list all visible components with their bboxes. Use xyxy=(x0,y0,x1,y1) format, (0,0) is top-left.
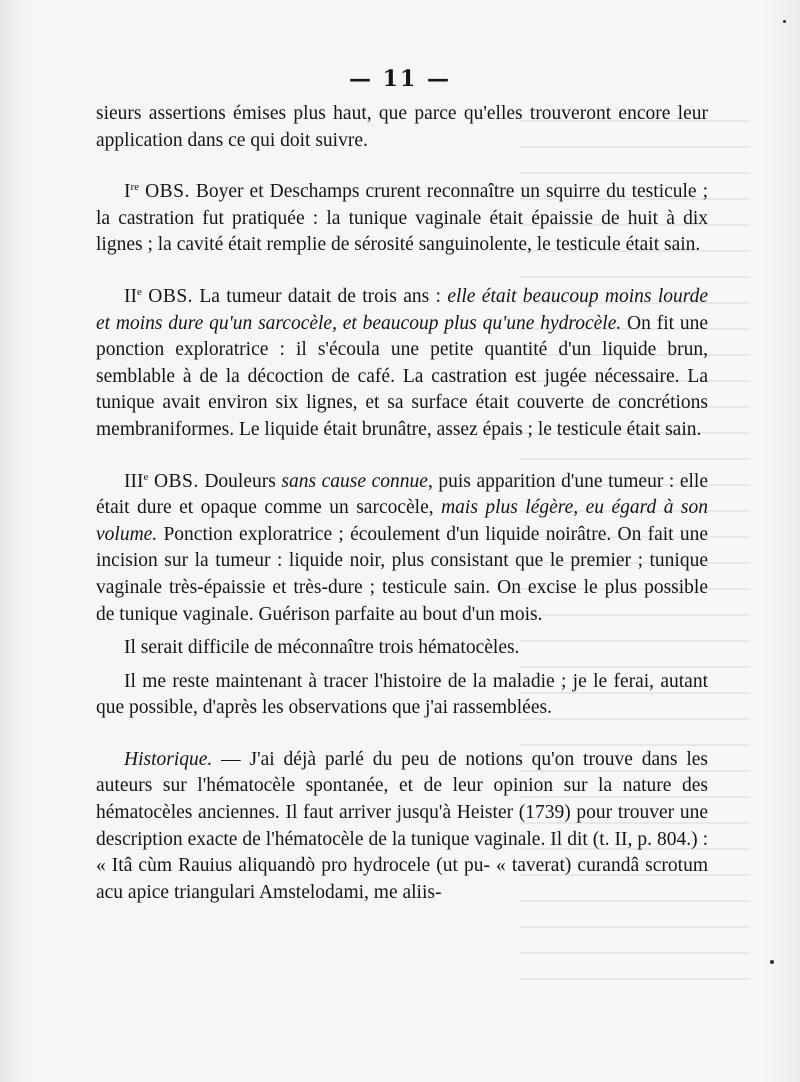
body-text xyxy=(96,101,708,906)
intro-paragraph: sieurs assertions émises plus haut, que parce qu'elles trouveront encore leur application dans ce qui doit suivre. xyxy=(96,103,708,151)
obs2-superscript: e xyxy=(137,285,142,298)
obs3-italic-a: sans cause connue xyxy=(281,470,428,492)
obs1-text: Boyer et Deschamps crurent reconnaître un squirre du testicule ; la castration fut pratiquée : la tunique vaginale était épaissie de huit à dix lignes ; la cavité était remplie de sérosité sanguinolente, le testicule était sain. xyxy=(96,181,709,256)
history-paragraph xyxy=(96,747,708,907)
obs1-superscript: re xyxy=(130,181,140,194)
history-text: — J'ai déjà parlé du peu de notions qu'on trouve dans les auteurs sur l'hématocèle spontanée, et de leur opinion sur la nature des hématocèles anciennes. Il faut arriver jusqu'à Heister (1739) pour trouver une description exacte de l'hématocèle de la tunique vaginale. Il dit (t. II, p. 804.) : « Itâ cùm Rauius aliquandò pro hydrocele (ut pu- « taverat) curandâ scrotum acu apice triangulari Amstelodami, me aliis- xyxy=(96,748,708,903)
obs3-label: OBS. xyxy=(153,470,199,492)
obs2-text-b: On fit une ponction exploratrice : il s'écoula une petite quantité d'un liquide brun, semblable à de la décoction de café. La castration est jugée nécessaire. La tunique avait environ six lignes, et sa surface était couverte de concrétions membraniformes. Le liquide était brunâtre, assez épais ; le testicule était sain. xyxy=(96,312,708,440)
obs2-italic-a: elle était beaucoup moins lourde et moins dure qu'un sarcocèle, et beaucoup plus qu'une hydrocèle. xyxy=(96,285,709,334)
obs3-text-a: Douleurs xyxy=(204,470,282,492)
obs2-text-a: La tumeur datait de trois ans : xyxy=(199,285,448,307)
obs3-superscript: e xyxy=(143,470,149,483)
history-label: Historique. xyxy=(124,748,213,770)
speck-mark xyxy=(770,960,774,964)
obs1-label: OBS. xyxy=(145,181,190,203)
obs3-number: III xyxy=(124,470,144,492)
speck-mark xyxy=(783,20,786,23)
obs3-italic-b: mais plus légère, eu égard à son volume. xyxy=(96,497,709,545)
observation-2 xyxy=(96,284,708,444)
obs2-label: OBS. xyxy=(148,285,194,307)
page-number: — 11 — xyxy=(349,66,451,92)
obs2-number: II xyxy=(124,285,137,307)
obs3-text-b: , puis apparition d'une tumeur : elle était dure et opaque comme un sarcocèle, xyxy=(96,470,709,519)
obs3-text-c: Ponction exploratrice ; écoulement d'un liquide noirâtre. On fait une incision sur la tumeur : liquide noir, plus consistant que le premier ; tunique vaginale très-épaissie et très-dure ; testicule sain. On excise le plus possible de tunique vaginale. Guérison parfaite au bout d'un mois. xyxy=(96,523,708,625)
observation-3 xyxy=(96,469,708,629)
observation-1 xyxy=(96,179,708,259)
obs1-number: I xyxy=(124,181,131,203)
conclusion-paragraph: Il serait difficile de méconnaître trois hématocèles. xyxy=(124,637,520,659)
plan-paragraph: Il me reste maintenant à tracer l'histoire de la maladie ; je le ferai, autant que possible, d'après les observations que j'ai rassemblées. xyxy=(96,670,708,719)
